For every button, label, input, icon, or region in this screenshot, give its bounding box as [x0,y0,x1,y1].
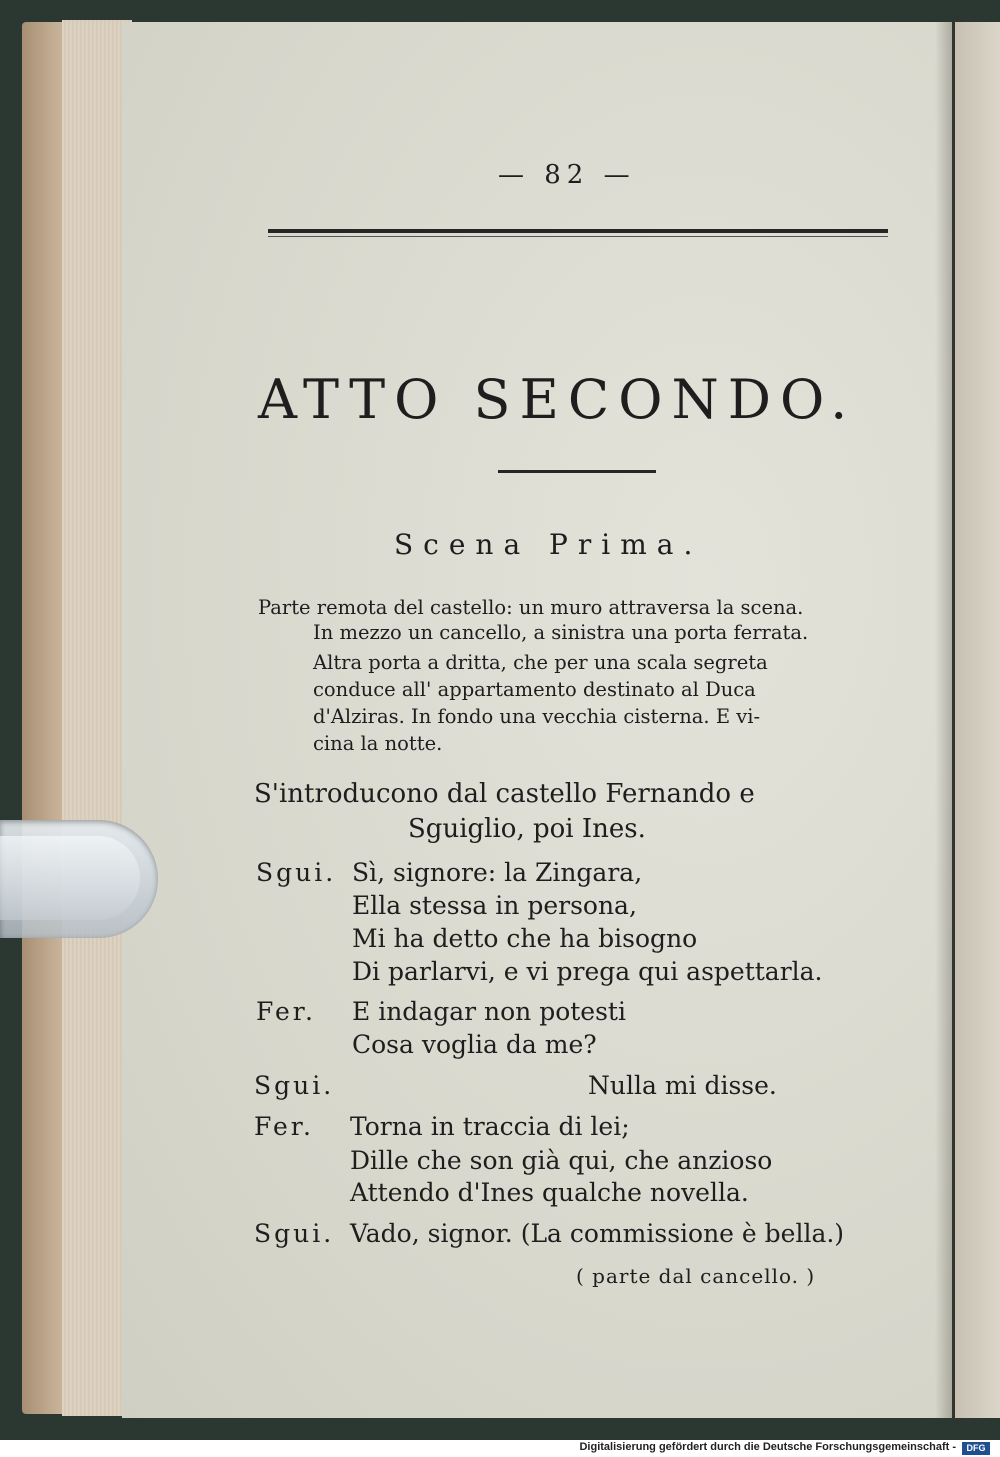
entrance-direction: S'introducono dal castello Fernando e [254,779,755,809]
speaker-label: Fer. [254,1112,314,1141]
dialogue-line: Vado, signor. (La commissione è bella.) [350,1219,845,1248]
facing-page-edge [955,22,1000,1418]
header-rule [268,229,888,233]
dialogue-line: Di parlarvi, e vi prega qui aspettarla. [352,957,823,986]
speaker-label: Sgui. [254,1071,335,1100]
exit-direction: ( parte dal cancello. ) [576,1264,816,1288]
dialogue-line: Cosa voglia da me? [352,1030,597,1059]
dialogue-line: Sì, signore: la Zingara, [352,858,643,887]
dialogue-line: Mi ha detto che ha bisogno [352,924,698,953]
stage-direction-line: Parte remota del castello: un muro attraversa la scena. [258,596,804,619]
speaker-label: Fer. [256,997,316,1026]
plastic-clip-highlight [0,836,140,920]
stage-direction-line: Altra porta a dritta, che per una scala segreta [313,651,768,674]
dialogue-line: Nulla mi disse. [588,1071,777,1100]
dialogue-line: Ella stessa in persona, [352,891,637,920]
stage-direction-line: In mezzo un cancello, a sinistra una porta ferrata. [313,621,809,644]
speaker-label: Sgui. [256,858,337,887]
funding-credit: Digitalisierung gefördert durch die Deutsche Forschungsgemeinschaft - [579,1441,956,1453]
page-number: — 82 — [498,160,636,190]
title-rule [498,470,656,473]
dfg-logo: DFG [962,1442,990,1455]
header-rule-thin [268,236,888,237]
dialogue-line: Torna in traccia di lei; [350,1112,630,1141]
speaker-label: Sgui. [254,1219,335,1248]
dialogue-line: Dille che son già qui, che anzioso [350,1146,773,1175]
stage-direction-line: conduce all' appartamento destinato al Duca [313,678,756,701]
act-title: ATTO SECONDO. [258,368,857,431]
dialogue-line: Attendo d'Ines qualche novella. [350,1178,749,1207]
dialogue-line: E indagar non potesti [352,997,626,1026]
stage-direction-line: d'Alziras. In fondo una vecchia cisterna. E vi- [313,705,761,728]
binding-shadow [935,22,957,1418]
stage-direction-line: cina la notte. [313,732,443,755]
entrance-direction: Sguiglio, poi Ines. [408,814,646,844]
scene-title: Scena Prima. [394,528,703,561]
